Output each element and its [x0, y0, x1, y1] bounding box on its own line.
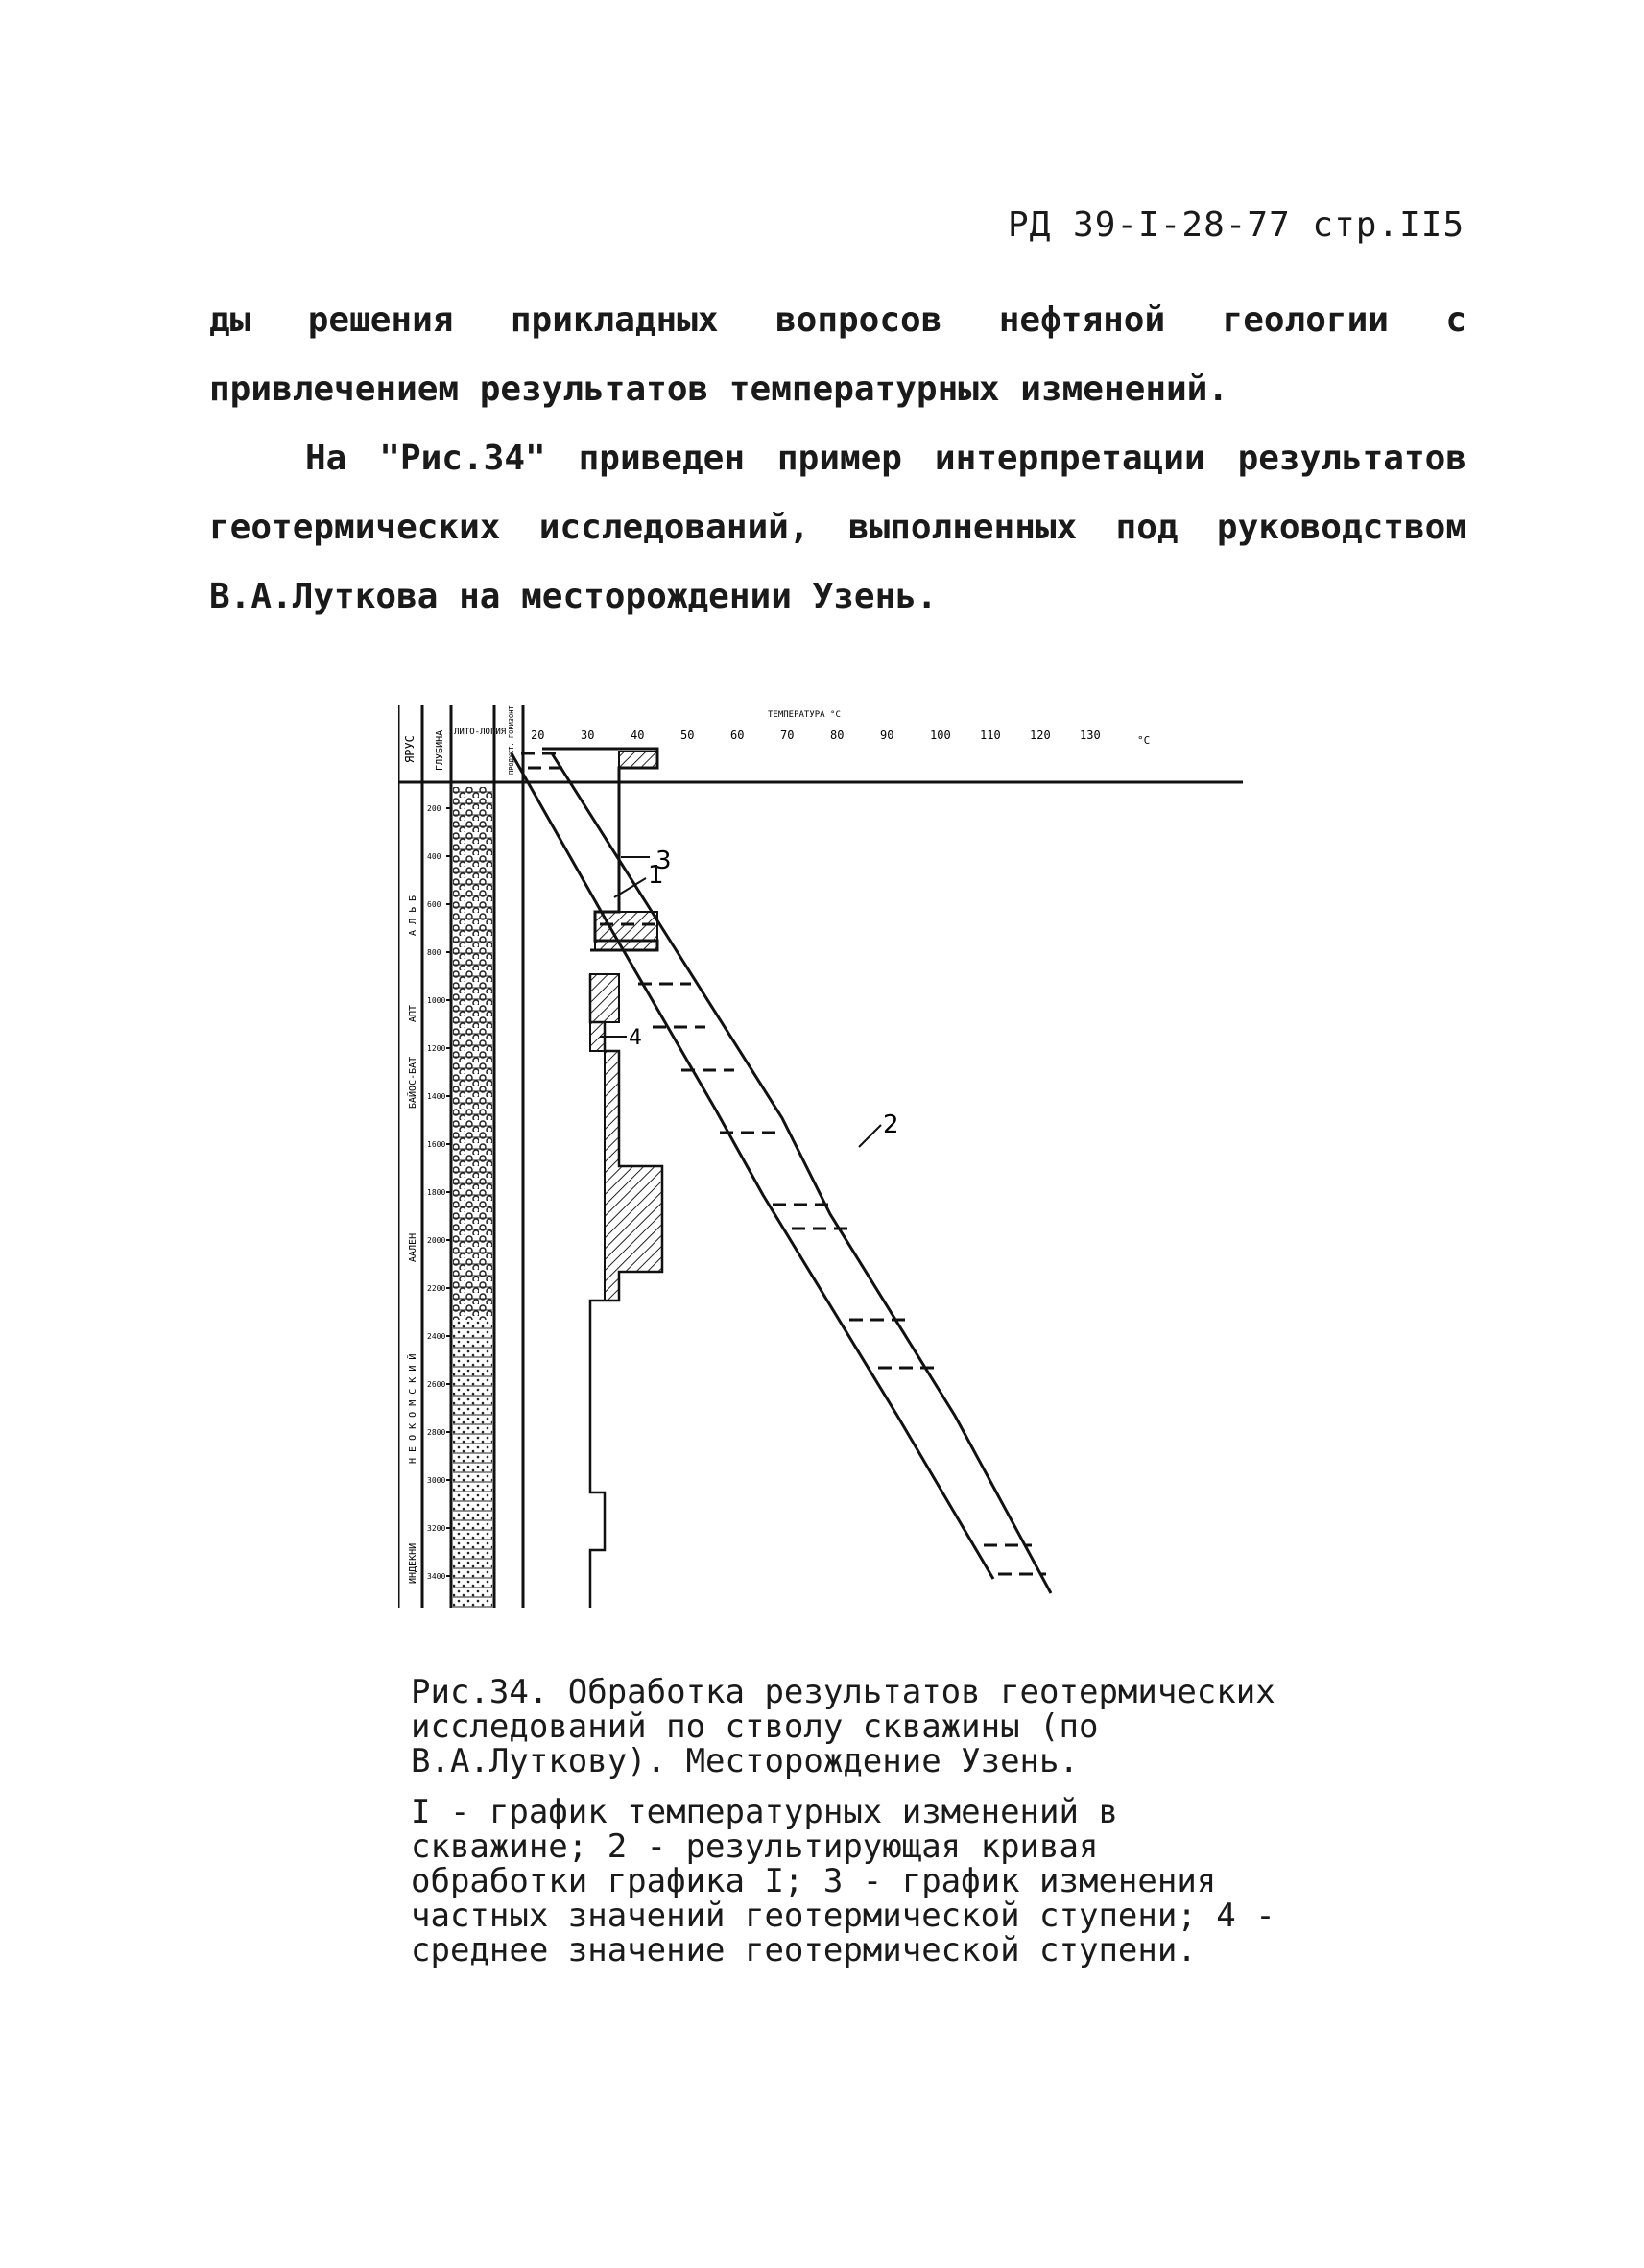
temp-tick-label: 110	[980, 728, 1001, 742]
curve-label-3: 3	[655, 847, 672, 875]
paragraph-figure-reference: На "Рис.34" приведен пример интерпретации результатов геотермических исследований, выполненных под руководством В.А.Луткова на месторождении Узень.	[209, 439, 1466, 616]
stage-label: АПТ	[408, 1004, 418, 1022]
temp-tick-label: 120	[1030, 728, 1051, 742]
temp-tick-label: 70	[780, 728, 795, 742]
depth-tick-label: 2000	[427, 1236, 446, 1245]
curve-label-1: 1	[648, 861, 664, 890]
stage-label: Н Е О К О М С К И Й	[408, 1353, 418, 1464]
curve-1-temperature	[512, 753, 993, 1579]
temp-tick-label: 100	[930, 728, 951, 742]
temp-tick-labels	[531, 728, 1101, 742]
temp-tick-label: 130	[1080, 728, 1101, 742]
depth-tick-label: 3400	[427, 1572, 446, 1581]
stage-label: ААЛЕН	[408, 1232, 418, 1262]
dashed-markers	[521, 753, 1046, 1574]
col-header-horizon: ПРОДУКТ. ГОРИЗОНТ	[508, 705, 515, 775]
stage-label: ИНДЕКНИ	[408, 1542, 418, 1584]
col-header-stage: ЯРУС	[403, 735, 417, 763]
curve-4-hatched-area	[590, 974, 662, 1301]
temp-tick-label: 60	[730, 728, 745, 742]
depth-tick-label: 3000	[427, 1476, 446, 1485]
temp-tick-label: 40	[631, 728, 645, 742]
temp-tick-label: 30	[581, 728, 595, 742]
depth-tick-labels	[427, 804, 451, 1581]
depth-tick-label: 3200	[427, 1524, 446, 1533]
depth-tick-label: 1400	[427, 1092, 446, 1101]
col-header-litho: ЛИТО-ЛОГИЯ	[454, 728, 507, 737]
depth-tick-label: 600	[427, 900, 441, 909]
figure-caption-title: Рис.34. Обработка результатов геотермических исследований по стволу скважины (по В.А.Луткову). Месторождение Узень.	[411, 1673, 1275, 1780]
figure-caption-legend: I - график температурных изменений в скважине; 2 - результирующая кривая обработки графика I; 3 - график изменения частных значений геотермической ступени; 4 - среднее значение геотермической ступени.	[411, 1793, 1275, 1970]
stage-labels	[406, 895, 418, 1584]
temp-tick-label: 80	[830, 728, 845, 742]
curve-label-4: 4	[629, 1026, 642, 1050]
depth-tick-label: 400	[427, 852, 441, 861]
depth-tick-label: 2600	[427, 1380, 446, 1389]
figure-svg	[398, 705, 1243, 1617]
curve-label-2-leader	[859, 1125, 881, 1147]
temp-unit: °С	[1137, 734, 1151, 747]
curve-label-2: 2	[883, 1110, 899, 1139]
stage-label: А Л Ь Б	[408, 895, 418, 936]
depth-tick-label: 1600	[427, 1140, 446, 1149]
depth-tick-label: 1200	[427, 1044, 446, 1053]
depth-tick-label: 2400	[427, 1332, 446, 1341]
temp-tick-label: 50	[680, 728, 695, 742]
temp-tick-label: 20	[531, 728, 545, 742]
col-header-depth: ГЛУБИНА	[435, 729, 445, 771]
depth-tick-label: 2800	[427, 1428, 446, 1437]
curve-4-step-profile	[590, 974, 662, 1608]
litho-column-lower	[453, 1320, 492, 1608]
page-header: РД 39-I-28-77 стр.II5	[1008, 205, 1465, 245]
depth-tick-label: 1000	[427, 996, 446, 1005]
depth-tick-label: 1800	[427, 1188, 446, 1197]
depth-tick-label: 200	[427, 804, 441, 813]
column-grid	[398, 705, 1243, 1608]
depth-tick-label: 2200	[427, 1284, 446, 1293]
temp-axis-title: ТЕМПЕРАТУРА °С	[768, 710, 841, 720]
geothermal-figure	[398, 705, 1243, 1617]
paragraph-intro: ды решения прикладных вопросов нефтяной геологии с привлечением результатов температурных изменений.	[209, 300, 1466, 409]
curve-3-top-block	[619, 752, 657, 768]
stage-label: БАЙОС-БАТ	[408, 1056, 418, 1109]
temp-tick-label: 90	[880, 728, 894, 742]
depth-tick-label: 800	[427, 948, 441, 957]
